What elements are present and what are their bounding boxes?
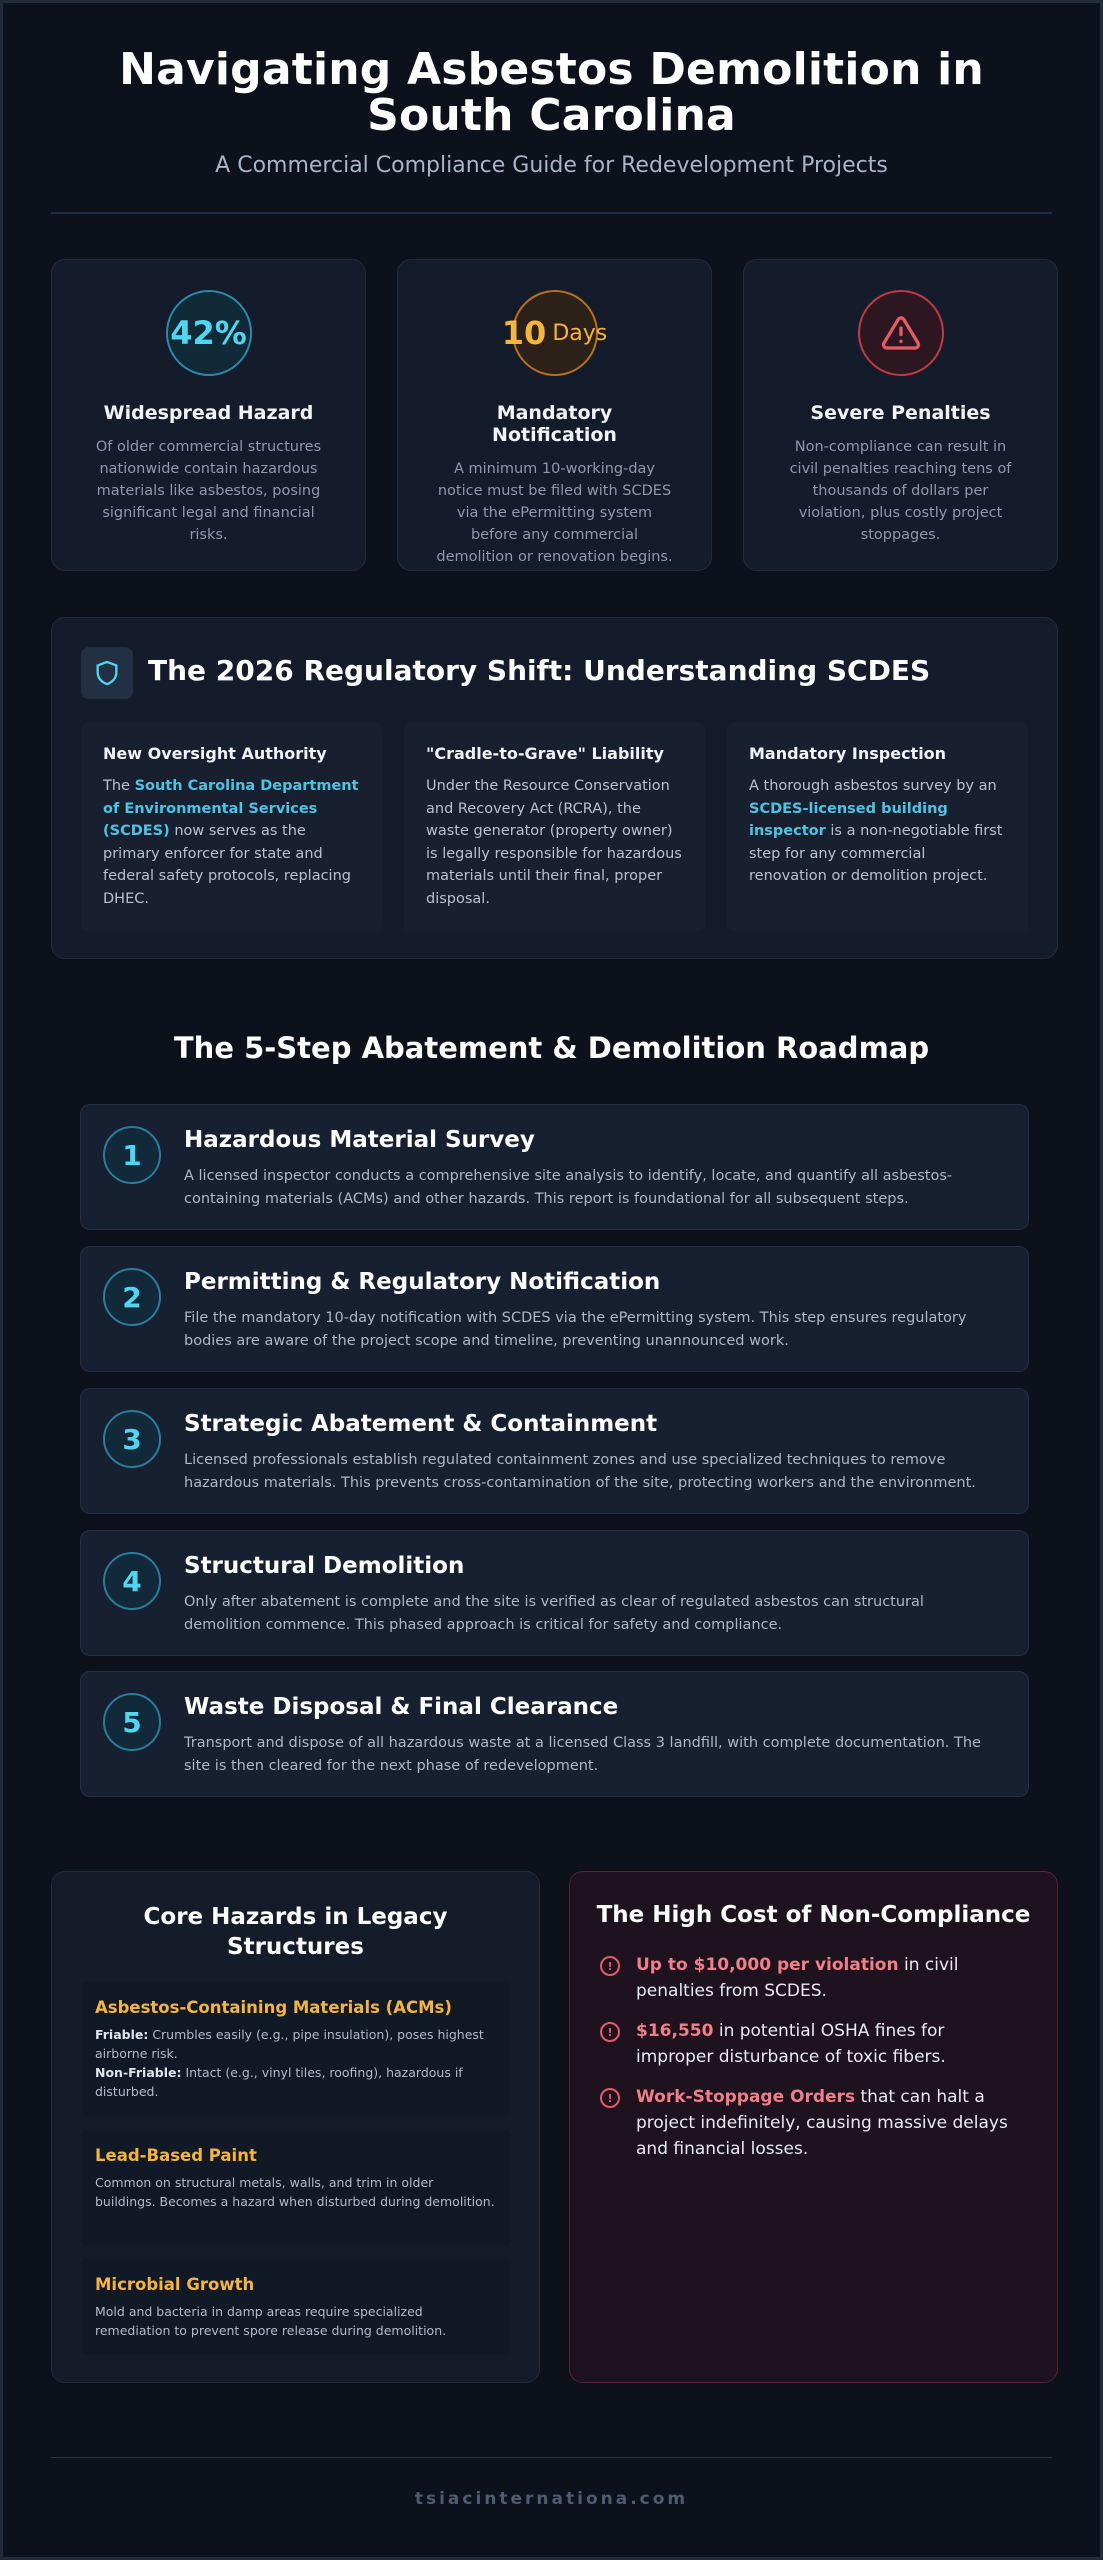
text-segment: now serves as the primary enforcer for state and federal safety protocols, replacing DHEC. xyxy=(103,823,351,907)
regulatory-card-title: Mandatory Inspection xyxy=(749,744,947,763)
cost-item-work-stoppage xyxy=(600,2084,1027,2162)
cost-highlight: $16,550 xyxy=(636,2021,714,2041)
stat-value: 10 xyxy=(501,314,547,352)
stat-description: Non-compliance can result in civil penalties reaching tens of thousands of dollars per violation, plus costly project stoppages. xyxy=(789,439,1012,543)
text-segment: is a non-negotiable first step for any commercial renovation or demolition project. xyxy=(749,823,1003,884)
cost-item-osha-fines xyxy=(600,2018,1027,2070)
page-title: Navigating Asbestos Demolition in South Carolina xyxy=(119,44,984,141)
cost-detail: in civil penalties from SCDES. xyxy=(636,1955,959,2001)
hazard-item-lead-paint xyxy=(81,2130,510,2246)
step-number: 2 xyxy=(103,1268,161,1326)
regulatory-card-text xyxy=(749,775,1006,888)
cost-text xyxy=(636,2018,1027,2070)
step-description: Licensed professionals establish regulated containment zones and use specialized techniques to remove hazardous materials. This prevents cross-contamination of the site, protecting workers and the environment. xyxy=(184,1452,976,1491)
step-description: A licensed inspector conducts a comprehensive site analysis to identify, locate, and quantify all asbestos-containing materials (ACMs) and other hazards. This report is foundational for all subsequent steps. xyxy=(184,1168,953,1207)
stat-title: Mandatory Notification xyxy=(492,402,617,446)
regulatory-card-oversight xyxy=(81,722,382,932)
hazard-text xyxy=(95,2025,496,2101)
regulatory-card-text xyxy=(103,775,360,910)
stat-card-notification xyxy=(397,259,712,571)
stat-badge-days xyxy=(501,290,608,376)
highlight-text: SCDES-licensed building inspector xyxy=(749,800,948,839)
friable-text: Crumbles easily (e.g., pipe insulation), poses highest airborne risk. xyxy=(95,2027,484,2061)
stat-card-hazard xyxy=(51,259,366,571)
page-subtitle: A Commercial Compliance Guide for Redevelopment Projects xyxy=(215,153,888,178)
stat-description: A minimum 10-working-day notice must be filed with SCDES via the ePermitting system before any commercial demolition or renovation begins. xyxy=(436,461,673,565)
step-title: Hazardous Material Survey xyxy=(184,1127,535,1153)
stat-title: Severe Penalties xyxy=(810,402,991,424)
step-title: Waste Disposal & Final Clearance xyxy=(184,1694,619,1720)
stat-card-penalties xyxy=(743,259,1058,571)
step-description: File the mandatory 10-day notification with SCDES via the ePermitting system. This step ensures regulatory bodies are aware of the project scope and timeline, preventing unannounced work. xyxy=(184,1310,967,1349)
regulatory-title: The 2026 Regulatory Shift: Understanding SCDES xyxy=(148,654,931,687)
shield-icon xyxy=(93,659,121,687)
cost-text xyxy=(636,2084,1027,2162)
stat-value: 42% xyxy=(170,314,247,352)
core-hazards-panel xyxy=(51,1871,540,2383)
hazard-text: Mold and bacteria in damp areas require specialized remediation to prevent spore release during demolition. xyxy=(95,2304,447,2338)
non-compliance-title: The High Cost of Non-Compliance xyxy=(596,1902,1031,1928)
hazard-title: Lead-Based Paint xyxy=(95,2146,257,2165)
step-number: 5 xyxy=(103,1693,161,1751)
page-header xyxy=(51,44,1052,178)
header-divider xyxy=(51,212,1052,214)
nonfriable-label: Non-Friable: xyxy=(95,2065,182,2080)
core-hazards-title: Core Hazards in Legacy Structures xyxy=(143,1904,448,1960)
step-title: Permitting & Regulatory Notification xyxy=(184,1269,661,1295)
cost-highlight: Work-Stoppage Orders xyxy=(636,2087,856,2107)
stat-title: Widespread Hazard xyxy=(103,402,314,424)
regulatory-card-liability xyxy=(404,722,705,932)
info-circle-icon: ! xyxy=(600,2022,620,2042)
cost-highlight: Up to $10,000 per violation xyxy=(636,1955,899,1975)
nonfriable-text: Intact (e.g., vinyl tiles, roofing), hazardous if disturbed. xyxy=(95,2065,463,2099)
step-number: 4 xyxy=(103,1552,161,1610)
cost-detail: that can halt a project indefinitely, causing massive delays and financial losses. xyxy=(636,2087,1008,2159)
stat-badge-warning xyxy=(858,290,944,376)
cost-item-civil-penalties xyxy=(600,1952,1027,2004)
cost-text xyxy=(636,1952,1027,2004)
roadmap-step-3 xyxy=(80,1388,1029,1514)
warning-triangle-icon xyxy=(881,313,921,353)
footer-website-link[interactable]: tsiacinternationa.com xyxy=(414,2489,689,2509)
step-number: 3 xyxy=(103,1410,161,1468)
shield-icon-badge xyxy=(81,647,133,699)
text-segment: Under the Resource Conservation and Recovery Act (RCRA), the waste generator (property owner) is legally responsible for hazardous materials until their final, proper disposal. xyxy=(426,778,682,907)
text-segment: A thorough asbestos survey by an xyxy=(749,778,997,794)
hazard-title: Asbestos-Containing Materials (ACMs) xyxy=(95,1998,452,2017)
roadmap-step-5 xyxy=(80,1671,1029,1797)
roadmap-step-4 xyxy=(80,1530,1029,1656)
stat-description: Of older commercial structures nationwide contain hazardous materials like asbestos, posing significant legal and financial risks. xyxy=(95,439,322,543)
step-description: Transport and dispose of all hazardous waste at a licensed Class 3 landfill, with complete documentation. The site is then cleared for the next phase of redevelopment. xyxy=(184,1735,981,1774)
roadmap-step-1 xyxy=(80,1104,1029,1230)
info-circle-icon: ! xyxy=(600,2088,620,2108)
roadmap-title: The 5-Step Abatement & Demolition Roadmap xyxy=(173,1031,930,1065)
step-title: Structural Demolition xyxy=(184,1553,465,1579)
text-segment: The xyxy=(103,778,135,794)
step-title: Strategic Abatement & Containment xyxy=(184,1411,658,1437)
regulatory-card-title: New Oversight Authority xyxy=(103,744,327,763)
hazard-item-acm xyxy=(81,1982,510,2116)
regulatory-card-inspection xyxy=(727,722,1028,932)
non-compliance-panel xyxy=(569,1871,1058,2383)
regulatory-card-text xyxy=(426,775,683,910)
regulatory-card-title: "Cradle-to-Grave" Liability xyxy=(426,744,664,763)
hazard-text: Common on structural metals, walls, and trim in older buildings. Becomes a hazard when disturbed during demolition. xyxy=(95,2175,495,2209)
regulatory-section xyxy=(51,617,1058,959)
roadmap-step-2 xyxy=(80,1246,1029,1372)
step-number: 1 xyxy=(103,1126,161,1184)
step-description: Only after abatement is complete and the site is verified as clear of regulated asbestos can structural demolition commence. This phased approach is critical for safety and compliance. xyxy=(184,1594,924,1633)
highlight-text: South Carolina Department of Environmental Services (SCDES) xyxy=(103,778,359,839)
hazard-item-microbial xyxy=(81,2259,510,2355)
info-circle-icon: ! xyxy=(600,1956,620,1976)
cost-detail: in potential OSHA fines for improper disturbance of toxic fibers. xyxy=(636,2021,946,2067)
hazard-title: Microbial Growth xyxy=(95,2275,255,2294)
friable-label: Friable: xyxy=(95,2027,149,2042)
stat-unit: Days xyxy=(552,320,608,346)
footer-divider xyxy=(51,2457,1052,2458)
stat-badge-percent xyxy=(166,290,252,376)
